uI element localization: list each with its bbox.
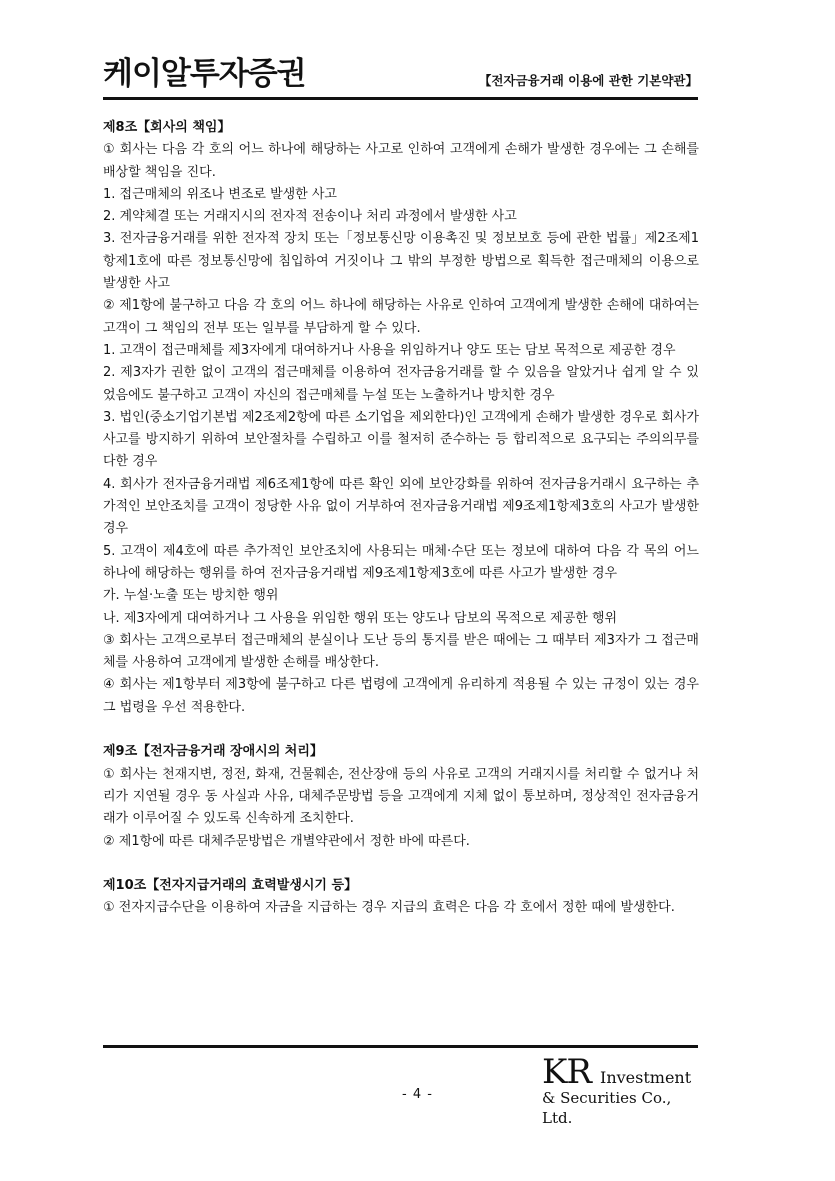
paragraph: ② 제1항에 불구하고 다음 각 호의 어느 하나에 해당하는 사유로 인하여 고객에게 발생한 손해에 대하여는 고객이 그 책임의 전부 또는 일부를 부담하게 할 수 있다. — [103, 298, 699, 336]
logo-securities-text: & Securities Co., Ltd. — [542, 1089, 672, 1127]
footer-rule — [103, 1045, 698, 1048]
document-body — [103, 117, 699, 920]
paragraph: 3. 전자금융거래를 위한 전자적 장치 또는「정보통신망 이용촉진 및 정보보호 등에 관한 법률」제2조제1항제1호에 따른 정보통신망에 침입하여 거짓이나 그 밖의 부정한 방법으로 획득한 접근매체의 이용으로 발생한 사고 — [103, 231, 699, 292]
paragraph: 3. 법인(중소기업기본법 제2조제2항에 따른 소기업을 제외한다)인 고객에게 손해가 발생한 경우로 회사가 사고를 방지하기 위하여 보안절차를 수립하고 이를 철저히 준수하는 등 합리적으로 요구되는 주의의무를 다한 경우 — [103, 409, 699, 470]
paragraph: ① 회사는 천재지변, 정전, 화재, 건물훼손, 전산장애 등의 사유로 고객의 거래지시를 처리할 수 없거나 처리가 지연될 경우 동 사실과 사유, 대체주문방법 등을 고객에게 지체 없이 통보하며, 정상적인 전자금융거래가 이루어질 수 있도록 신속하게 조치한다. — [103, 766, 699, 827]
section-gap — [103, 853, 699, 875]
logo-investment-text: Investment — [600, 1068, 692, 1087]
paragraph: 2. 제3자가 권한 없이 고객의 접근매체를 이용하여 전자금융거래를 할 수 있음을 알았거나 쉽게 알 수 있었음에도 불구하고 고객이 자신의 접근매체를 누설 또는 노출하거나 방치한 경우 — [103, 365, 699, 403]
paragraph: ① 회사는 다음 각 호의 어느 하나에 해당하는 사고로 인하여 고객에게 손해가 발생한 경우에는 그 손해를 배상할 책임을 진다. — [103, 142, 699, 180]
page-number: - 4 - — [402, 1087, 433, 1102]
paragraph: ① 전자지급수단을 이용하여 자금을 지급하는 경우 지급의 효력은 다음 각 호에서 정한 때에 발생한다. — [103, 900, 675, 916]
section-gap — [103, 719, 699, 741]
paragraph: ③ 회사는 고객으로부터 접근매체의 분실이나 도난 등의 통지를 받은 때에는 그 때부터 제3자가 그 접근매체를 사용하여 고객에게 발생한 손해를 배상한다. — [103, 632, 699, 671]
logo-kr-text: KR — [542, 1052, 591, 1092]
paragraph: ④ 회사는 제1항부터 제3항에 불구하고 다른 법령에 고객에게 유리하게 적용될 수 있는 규정이 있는 경우 그 법령을 우선 적용한다. — [103, 677, 699, 715]
paragraph: 4. 회사가 전자금융거래법 제6조제1항에 따른 확인 외에 보안강화를 위하여 전자금융거래시 요구하는 추가적인 보안조치를 고객이 정당한 사유 없이 거부하여 전자금융거래법 제9조제1항제3호의 사고가 발생한 경우 — [103, 476, 699, 537]
document-title: 【전자금융거래 이용에 관한 기본약관】 — [478, 73, 698, 88]
section-heading: 제9조【전자금융거래 장애시의 처리】 — [103, 744, 323, 760]
paragraph: ② 제1항에 따른 대체주문방법은 개별약관에서 정한 바에 따른다. — [103, 833, 470, 849]
paragraph: 가. 누설·노출 또는 방치한 행위 — [103, 588, 279, 604]
paragraph: 1. 고객이 접근매체를 제3자에게 대여하거나 사용을 위임하거나 양도 또는 담보 목적으로 제공한 경우 — [103, 342, 676, 358]
company-logo — [542, 1052, 702, 1127]
company-brand: 케이알투자증권 — [103, 56, 306, 92]
section-heading: 제10조【전자지급거래의 효력발생시기 등】 — [103, 878, 358, 894]
page-header — [103, 56, 698, 96]
paragraph: 5. 고객이 제4호에 따른 추가적인 보안조치에 사용되는 매체·수단 또는 정보에 대하여 다음 각 목의 어느 하나에 해당하는 행위를 하여 전자금융거래법 제9조제1항제3호에 따른 사고가 발생한 경우 — [103, 543, 699, 581]
paragraph: 2. 계약체결 또는 거래지시의 전자적 전송이나 처리 과정에서 발생한 사고 — [103, 209, 517, 225]
header-rule — [103, 97, 698, 100]
paragraph: 나. 제3자에게 대여하거나 그 사용을 위임한 행위 또는 양도나 담보의 목적으로 제공한 행위 — [103, 610, 618, 626]
paragraph: 1. 접근매체의 위조나 변조로 발생한 사고 — [103, 186, 337, 202]
section-heading: 제8조【회사의 책임】 — [103, 120, 231, 135]
